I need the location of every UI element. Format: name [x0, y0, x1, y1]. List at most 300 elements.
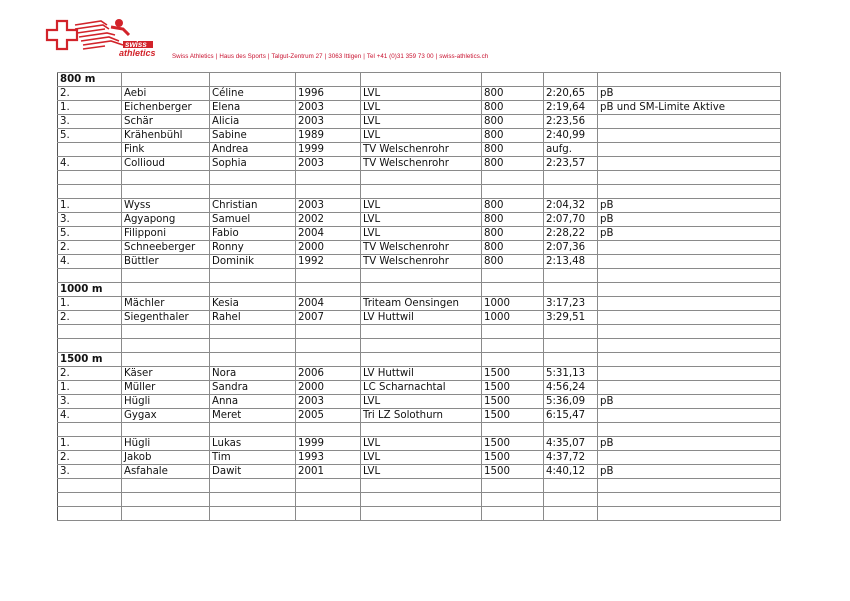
empty-cell: [296, 73, 361, 87]
empty-cell: [361, 73, 482, 87]
table-row: [58, 143, 781, 157]
time-cell: 4:35,07: [544, 437, 598, 451]
remark-cell: pB: [598, 437, 781, 451]
last-name-cell: Wyss: [122, 199, 210, 213]
remark-cell: [598, 409, 781, 423]
empty-cell: [122, 353, 210, 367]
empty-cell: [598, 493, 781, 507]
time-cell: 6:15,47: [544, 409, 598, 423]
last-name-cell: Agyapong: [122, 213, 210, 227]
birth-year-cell: 2003: [296, 199, 361, 213]
empty-cell: [296, 171, 361, 185]
birth-year-cell: 2003: [296, 157, 361, 171]
empty-cell: [544, 185, 598, 199]
distance-cell: 1500: [482, 367, 544, 381]
empty-cell: [361, 171, 482, 185]
birth-year-cell: 1992: [296, 255, 361, 269]
first-name-cell: Dawit: [210, 465, 296, 479]
empty-cell: [58, 423, 122, 437]
time-cell: 2:40,99: [544, 129, 598, 143]
last-name-cell: Käser: [122, 367, 210, 381]
distance-cell: 800: [482, 143, 544, 157]
swiss-athletics-logo: [45, 15, 163, 61]
empty-cell: [296, 269, 361, 283]
remark-cell: pB: [598, 465, 781, 479]
last-name-cell: Gygax: [122, 409, 210, 423]
section-heading: 1500 m: [58, 353, 122, 367]
time-cell: 2:07,70: [544, 213, 598, 227]
letterhead-part: Haus des Sports: [219, 53, 266, 60]
empty-cell: [598, 353, 781, 367]
empty-row: [58, 325, 781, 339]
empty-cell: [544, 493, 598, 507]
empty-cell: [296, 339, 361, 353]
empty-cell: [361, 325, 482, 339]
empty-cell: [361, 185, 482, 199]
empty-cell: [544, 507, 598, 521]
club-cell: Triteam Oensingen: [361, 297, 482, 311]
section-heading: 1000 m: [58, 283, 122, 297]
rank-cell: 4.: [58, 157, 122, 171]
distance-cell: 1500: [482, 437, 544, 451]
empty-cell: [296, 353, 361, 367]
empty-cell: [296, 283, 361, 297]
distance-cell: 800: [482, 213, 544, 227]
letterhead-part: Swiss Athletics: [172, 53, 214, 60]
empty-cell: [210, 353, 296, 367]
rank-cell: 3.: [58, 465, 122, 479]
empty-cell: [361, 353, 482, 367]
remark-cell: [598, 255, 781, 269]
empty-cell: [544, 339, 598, 353]
empty-cell: [482, 171, 544, 185]
first-name-cell: Elena: [210, 101, 296, 115]
rank-cell: 2.: [58, 367, 122, 381]
empty-cell: [122, 73, 210, 87]
empty-row: [58, 171, 781, 185]
empty-cell: [482, 325, 544, 339]
club-cell: LV Huttwil: [361, 367, 482, 381]
club-cell: TV Welschenrohr: [361, 241, 482, 255]
time-cell: 2:19,64: [544, 101, 598, 115]
remark-cell: [598, 367, 781, 381]
remark-cell: pB: [598, 395, 781, 409]
empty-cell: [598, 283, 781, 297]
distance-cell: 1500: [482, 451, 544, 465]
empty-cell: [482, 339, 544, 353]
birth-year-cell: 2003: [296, 395, 361, 409]
empty-cell: [296, 507, 361, 521]
last-name-cell: Jakob: [122, 451, 210, 465]
table-row: [58, 213, 781, 227]
empty-cell: [122, 171, 210, 185]
empty-cell: [58, 185, 122, 199]
remark-cell: pB: [598, 87, 781, 101]
logo-word-swiss: swiss: [125, 40, 147, 49]
letterhead-address: [172, 53, 488, 60]
empty-cell: [210, 171, 296, 185]
empty-cell: [122, 185, 210, 199]
empty-cell: [58, 479, 122, 493]
club-cell: Tri LZ Solothurn: [361, 409, 482, 423]
rank-cell: 2.: [58, 87, 122, 101]
empty-cell: [598, 171, 781, 185]
last-name-cell: Fink: [122, 143, 210, 157]
birth-year-cell: 2003: [296, 101, 361, 115]
last-name-cell: Aebi: [122, 87, 210, 101]
empty-cell: [361, 283, 482, 297]
last-name-cell: Hügli: [122, 395, 210, 409]
table-row: [58, 297, 781, 311]
birth-year-cell: 2002: [296, 213, 361, 227]
empty-cell: [482, 423, 544, 437]
time-cell: 3:17,23: [544, 297, 598, 311]
table-row: [58, 465, 781, 479]
table-row: [58, 129, 781, 143]
empty-cell: [296, 479, 361, 493]
empty-row: [58, 423, 781, 437]
birth-year-cell: 2000: [296, 241, 361, 255]
table-row: [58, 241, 781, 255]
remark-cell: [598, 115, 781, 129]
letterhead-separator: |: [363, 53, 365, 60]
empty-cell: [598, 325, 781, 339]
remark-cell: [598, 451, 781, 465]
last-name-cell: Schneeberger: [122, 241, 210, 255]
birth-year-cell: 2007: [296, 311, 361, 325]
empty-cell: [598, 269, 781, 283]
rank-cell: [58, 143, 122, 157]
empty-cell: [58, 339, 122, 353]
section-heading-row: [58, 73, 781, 87]
table-row: [58, 255, 781, 269]
empty-cell: [210, 479, 296, 493]
empty-cell: [58, 171, 122, 185]
birth-year-cell: 2000: [296, 381, 361, 395]
remark-cell: pB: [598, 227, 781, 241]
birth-year-cell: 2001: [296, 465, 361, 479]
last-name-cell: Asfahale: [122, 465, 210, 479]
club-cell: LC Scharnachtal: [361, 381, 482, 395]
distance-cell: 800: [482, 101, 544, 115]
empty-cell: [122, 269, 210, 283]
empty-cell: [361, 269, 482, 283]
last-name-cell: Hügli: [122, 437, 210, 451]
first-name-cell: Meret: [210, 409, 296, 423]
distance-cell: 1500: [482, 395, 544, 409]
empty-cell: [544, 283, 598, 297]
empty-cell: [544, 479, 598, 493]
empty-row: [58, 493, 781, 507]
rank-cell: 4.: [58, 409, 122, 423]
remark-cell: pB: [598, 199, 781, 213]
rank-cell: 1.: [58, 199, 122, 213]
time-cell: 2:20,65: [544, 87, 598, 101]
empty-cell: [58, 507, 122, 521]
empty-cell: [122, 325, 210, 339]
remark-cell: [598, 143, 781, 157]
empty-cell: [598, 479, 781, 493]
club-cell: LVL: [361, 465, 482, 479]
empty-cell: [122, 479, 210, 493]
birth-year-cell: 1989: [296, 129, 361, 143]
empty-row: [58, 339, 781, 353]
last-name-cell: Müller: [122, 381, 210, 395]
table-row: [58, 367, 781, 381]
empty-cell: [296, 423, 361, 437]
empty-cell: [482, 493, 544, 507]
remark-cell: [598, 241, 781, 255]
empty-cell: [544, 353, 598, 367]
club-cell: LVL: [361, 395, 482, 409]
empty-cell: [122, 339, 210, 353]
birth-year-cell: 2004: [296, 297, 361, 311]
empty-cell: [361, 339, 482, 353]
birth-year-cell: 1996: [296, 87, 361, 101]
letterhead-part: Talgut-Zentrum 27: [271, 53, 323, 60]
empty-cell: [296, 185, 361, 199]
empty-cell: [598, 423, 781, 437]
distance-cell: 800: [482, 227, 544, 241]
letterhead-separator: |: [324, 53, 327, 60]
birth-year-cell: 1993: [296, 451, 361, 465]
first-name-cell: Sophia: [210, 157, 296, 171]
first-name-cell: Tim: [210, 451, 296, 465]
empty-cell: [361, 423, 482, 437]
club-cell: LVL: [361, 115, 482, 129]
empty-cell: [210, 339, 296, 353]
distance-cell: 1000: [482, 311, 544, 325]
birth-year-cell: 2003: [296, 115, 361, 129]
rank-cell: 1.: [58, 437, 122, 451]
empty-cell: [122, 283, 210, 297]
time-cell: 4:40,12: [544, 465, 598, 479]
birth-year-cell: 2005: [296, 409, 361, 423]
empty-cell: [210, 325, 296, 339]
empty-cell: [598, 73, 781, 87]
time-cell: 2:07,36: [544, 241, 598, 255]
empty-cell: [296, 493, 361, 507]
empty-row: [58, 185, 781, 199]
last-name-cell: Collioud: [122, 157, 210, 171]
table-row: [58, 437, 781, 451]
remark-cell: [598, 311, 781, 325]
table-row: [58, 451, 781, 465]
distance-cell: 800: [482, 157, 544, 171]
empty-cell: [58, 325, 122, 339]
first-name-cell: Anna: [210, 395, 296, 409]
time-cell: 3:29,51: [544, 311, 598, 325]
time-cell: 5:31,13: [544, 367, 598, 381]
last-name-cell: Büttler: [122, 255, 210, 269]
table-row: [58, 199, 781, 213]
empty-cell: [482, 185, 544, 199]
club-cell: LVL: [361, 129, 482, 143]
birth-year-cell: 2006: [296, 367, 361, 381]
distance-cell: 800: [482, 87, 544, 101]
first-name-cell: Andrea: [210, 143, 296, 157]
empty-cell: [361, 507, 482, 521]
club-cell: LVL: [361, 199, 482, 213]
rank-cell: 1.: [58, 101, 122, 115]
remark-cell: pB: [598, 213, 781, 227]
empty-cell: [482, 283, 544, 297]
empty-cell: [58, 493, 122, 507]
club-cell: LV Huttwil: [361, 311, 482, 325]
time-cell: 2:23,56: [544, 115, 598, 129]
rank-cell: 2.: [58, 241, 122, 255]
empty-cell: [482, 269, 544, 283]
logo-word-athletics: athletics: [119, 48, 156, 58]
birth-year-cell: 1999: [296, 437, 361, 451]
last-name-cell: Filipponi: [122, 227, 210, 241]
remark-cell: pB und SM-Limite Aktive: [598, 101, 781, 115]
last-name-cell: Eichenberger: [122, 101, 210, 115]
first-name-cell: Fabio: [210, 227, 296, 241]
time-cell: aufg.: [544, 143, 598, 157]
rank-cell: 3.: [58, 213, 122, 227]
empty-cell: [210, 423, 296, 437]
table-row: [58, 409, 781, 423]
last-name-cell: Mächler: [122, 297, 210, 311]
empty-cell: [544, 171, 598, 185]
section-heading: 800 m: [58, 73, 122, 87]
empty-cell: [210, 185, 296, 199]
results-table: [57, 72, 781, 521]
empty-cell: [598, 507, 781, 521]
club-cell: LVL: [361, 87, 482, 101]
empty-cell: [122, 507, 210, 521]
remark-cell: [598, 297, 781, 311]
rank-cell: 2.: [58, 451, 122, 465]
first-name-cell: Céline: [210, 87, 296, 101]
first-name-cell: Alicia: [210, 115, 296, 129]
time-cell: 5:36,09: [544, 395, 598, 409]
letterhead-separator: |: [435, 53, 438, 60]
empty-cell: [122, 493, 210, 507]
first-name-cell: Rahel: [210, 311, 296, 325]
distance-cell: 800: [482, 199, 544, 213]
rank-cell: 4.: [58, 255, 122, 269]
distance-cell: 1500: [482, 409, 544, 423]
rank-cell: 1.: [58, 381, 122, 395]
empty-cell: [544, 325, 598, 339]
table-row: [58, 311, 781, 325]
last-name-cell: Siegenthaler: [122, 311, 210, 325]
time-cell: 2:28,22: [544, 227, 598, 241]
first-name-cell: Sabine: [210, 129, 296, 143]
distance-cell: 800: [482, 255, 544, 269]
empty-cell: [544, 73, 598, 87]
letterhead-part: 3063 Ittigen: [328, 53, 362, 60]
empty-cell: [482, 507, 544, 521]
rank-cell: 5.: [58, 227, 122, 241]
website-link[interactable]: swiss-athletics.ch: [439, 53, 489, 60]
club-cell: TV Welschenrohr: [361, 143, 482, 157]
birth-year-cell: 1999: [296, 143, 361, 157]
empty-cell: [210, 507, 296, 521]
swiss-cross-runner-icon: [45, 15, 163, 61]
table-row: [58, 115, 781, 129]
club-cell: TV Welschenrohr: [361, 157, 482, 171]
time-cell: 4:37,72: [544, 451, 598, 465]
empty-cell: [58, 269, 122, 283]
letterhead-separator: |: [215, 53, 218, 60]
first-name-cell: Kesia: [210, 297, 296, 311]
empty-row: [58, 507, 781, 521]
empty-row: [58, 269, 781, 283]
empty-cell: [482, 353, 544, 367]
letterhead-separator: |: [267, 53, 270, 60]
rank-cell: 3.: [58, 115, 122, 129]
time-cell: 2:04,32: [544, 199, 598, 213]
empty-cell: [296, 325, 361, 339]
empty-cell: [544, 269, 598, 283]
first-name-cell: Samuel: [210, 213, 296, 227]
club-cell: LVL: [361, 227, 482, 241]
empty-cell: [361, 479, 482, 493]
rank-cell: 2.: [58, 311, 122, 325]
rank-cell: 3.: [58, 395, 122, 409]
time-cell: 2:13,48: [544, 255, 598, 269]
first-name-cell: Sandra: [210, 381, 296, 395]
empty-cell: [482, 73, 544, 87]
empty-cell: [210, 73, 296, 87]
rank-cell: 5.: [58, 129, 122, 143]
time-cell: 2:23,57: [544, 157, 598, 171]
distance-cell: 1000: [482, 297, 544, 311]
club-cell: LVL: [361, 451, 482, 465]
empty-cell: [122, 423, 210, 437]
remark-cell: [598, 129, 781, 143]
distance-cell: 1500: [482, 381, 544, 395]
time-cell: 4:56,24: [544, 381, 598, 395]
empty-cell: [598, 339, 781, 353]
empty-cell: [544, 423, 598, 437]
club-cell: LVL: [361, 101, 482, 115]
table-row: [58, 381, 781, 395]
club-cell: TV Welschenrohr: [361, 255, 482, 269]
distance-cell: 1500: [482, 465, 544, 479]
table-row: [58, 227, 781, 241]
birth-year-cell: 2004: [296, 227, 361, 241]
empty-cell: [210, 269, 296, 283]
empty-cell: [210, 493, 296, 507]
rank-cell: 1.: [58, 297, 122, 311]
first-name-cell: Lukas: [210, 437, 296, 451]
first-name-cell: Ronny: [210, 241, 296, 255]
table-row: [58, 101, 781, 115]
table-row: [58, 395, 781, 409]
first-name-cell: Christian: [210, 199, 296, 213]
empty-cell: [598, 185, 781, 199]
empty-cell: [482, 479, 544, 493]
table-row: [58, 87, 781, 101]
empty-row: [58, 479, 781, 493]
last-name-cell: Krähenbühl: [122, 129, 210, 143]
remark-cell: [598, 157, 781, 171]
first-name-cell: Dominik: [210, 255, 296, 269]
table-row: [58, 157, 781, 171]
club-cell: LVL: [361, 213, 482, 227]
club-cell: LVL: [361, 437, 482, 451]
empty-cell: [210, 283, 296, 297]
first-name-cell: Nora: [210, 367, 296, 381]
letterhead-part: Tel +41 (0)31 359 73 00: [366, 53, 434, 60]
section-heading-row: [58, 283, 781, 297]
empty-cell: [361, 493, 482, 507]
distance-cell: 800: [482, 241, 544, 255]
